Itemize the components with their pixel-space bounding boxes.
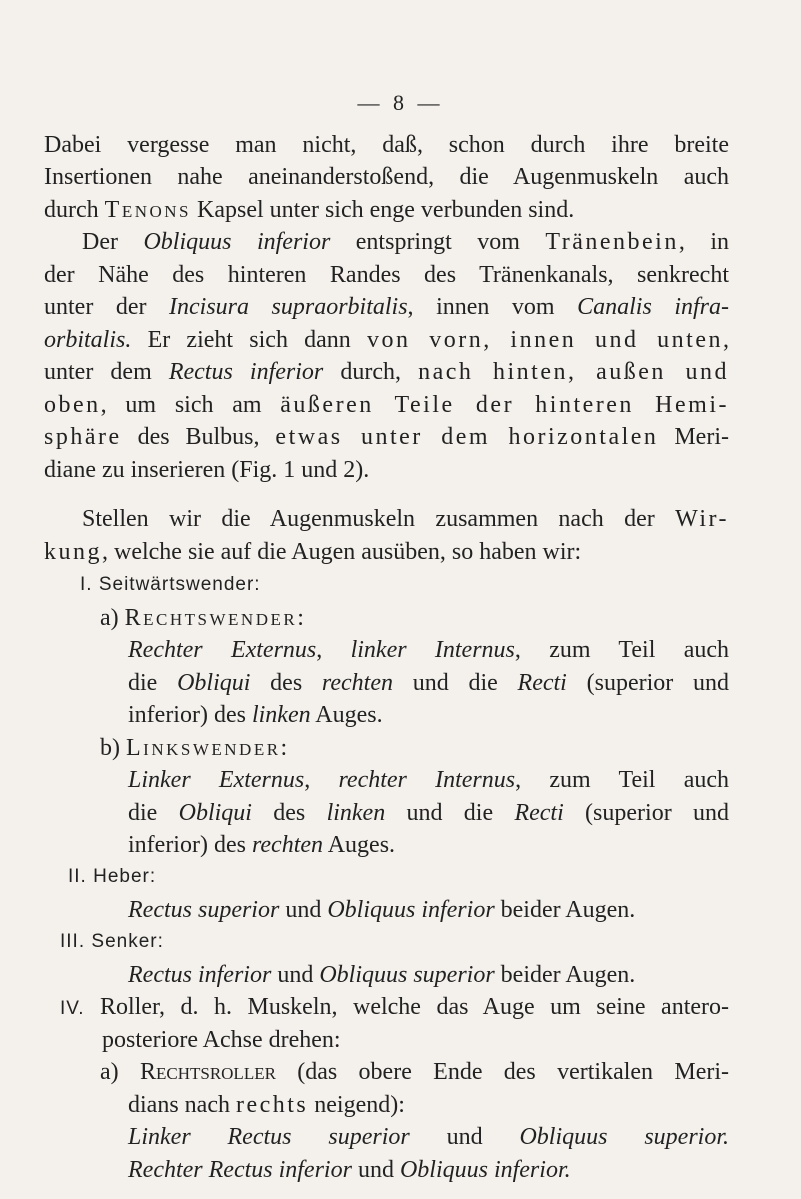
p1-line-1: Dabei vergesse man nicht, daß, schon durch ihre breite bbox=[44, 132, 729, 158]
p2-line-2: der Nähe des hinteren Randes des Tränenkanals, senkrecht bbox=[44, 262, 729, 288]
sublist-item-iv-a: a) Rechtsroller (das obere Ende des vertikalen Meri- bbox=[100, 1059, 729, 1085]
item-b-line-2: die Obliqui des linken und die Recti (superior und bbox=[128, 800, 729, 826]
p2-line-1: Der Obliquus inferior entspringt vom Tränenbein, in bbox=[82, 229, 729, 255]
item-a-line-2: die Obliqui des rechten und die Recti (superior und bbox=[128, 670, 729, 696]
sublist-item-b-heading: b) Linkswender: bbox=[100, 735, 290, 761]
item-iv-a-line-3: Linker Rectus superior und Obliquus superior. bbox=[128, 1124, 730, 1150]
item-b-line-3: inferior) des rechten Auges. bbox=[128, 832, 396, 858]
item-iv-a-line-4: Rechter Rectus inferior und Obliquus inferior. bbox=[128, 1157, 571, 1183]
p2-line-8: diane zu inserieren (Fig. 1 und 2). bbox=[44, 457, 370, 483]
p2-line-6: oben, um sich am äußeren Teile der hinteren Hemi- bbox=[44, 392, 729, 418]
p2-line-5: unter dem Rectus inferior durch, nach hinten, außen und bbox=[44, 359, 729, 385]
item-ii-line-1: Rectus superior und Obliquus inferior beider Augen. bbox=[128, 897, 636, 923]
list-item-iii: III. Senker: bbox=[60, 931, 164, 952]
item-iv-line-2: posteriore Achse drehen: bbox=[102, 1027, 341, 1053]
item-b-line-1: Linker Externus, rechter Internus, zum Teil auch bbox=[128, 767, 730, 793]
p3-line-2: kung, welche sie auf die Augen ausüben, so haben wir: bbox=[44, 539, 582, 565]
p3-line-1: Stellen wir die Augenmuskeln zusammen nach der Wir- bbox=[82, 506, 729, 532]
item-iii-line-1: Rectus inferior und Obliquus superior beider Augen. bbox=[128, 962, 636, 988]
list-item-ii: II. Heber: bbox=[68, 866, 157, 887]
list-item-i: I. Seitwärtswender: bbox=[80, 574, 261, 595]
item-a-line-1: Rechter Externus, linker Internus, zum Teil auch bbox=[128, 637, 730, 663]
p1-line-2: Insertionen nahe aneinanderstoßend, die Augenmuskeln auch bbox=[44, 164, 729, 190]
p2-line-7: sphäre des Bulbus, etwas unter dem horizontalen Meri- bbox=[44, 424, 729, 450]
sublist-item-a-heading: a) Rechtswender: bbox=[100, 605, 307, 631]
p2-line-3: unter der Incisura supraorbitalis, innen vom Canalis infra- bbox=[44, 294, 729, 320]
p2-line-4: orbitalis. Er zieht sich dann von vorn, innen und unten, bbox=[44, 327, 729, 353]
item-iv-a-line-2: dians nach rechts neigend): bbox=[128, 1092, 405, 1118]
page-number: — 8 — bbox=[357, 90, 444, 115]
item-a-line-3: inferior) des linken Auges. bbox=[128, 702, 383, 728]
list-item-iv: IV. Roller, d. h. Muskeln, welche das Auge um seine antero- bbox=[60, 994, 730, 1020]
p1-line-3: durch Tenons Kapsel unter sich enge verbunden sind. bbox=[44, 197, 575, 223]
